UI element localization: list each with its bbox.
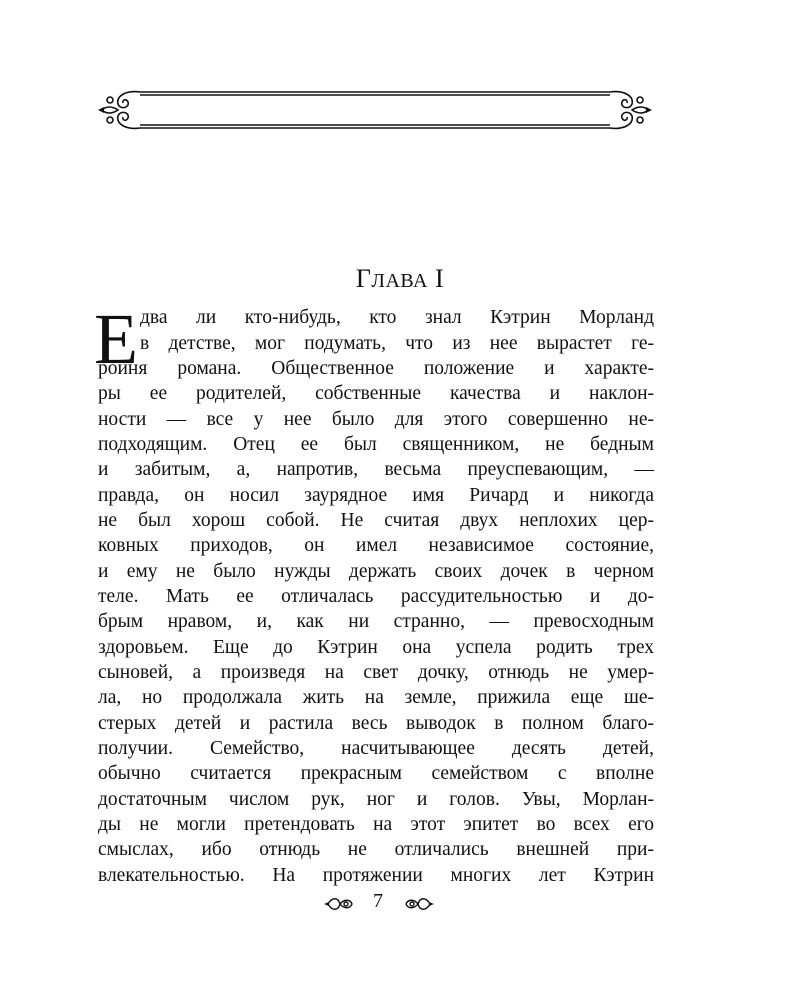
- drop-cap-letter: Е: [94, 299, 138, 379]
- text-line: стерых детей и растила весь выводок в полном благо-: [98, 713, 654, 734]
- text-line: здоровьем. Еще до Кэтрин она успела родить трех: [98, 637, 654, 658]
- text-line: брым нравом, и, как ни странно, — превосходным: [98, 611, 654, 632]
- text-line: в детстве, мог подумать, что из нее вырастет ге-: [140, 333, 654, 354]
- fleuron-right-icon: [402, 893, 434, 915]
- text-line: и забитым, а, напротив, весьма преуспевающим, —: [98, 459, 654, 480]
- text-line: теле. Мать ее отличалась рассудительностью и до-: [98, 586, 654, 607]
- text-line: подходящим. Отец ее был священником, не бедным: [98, 434, 654, 455]
- chapter-title-initial: Г: [355, 264, 372, 293]
- chapter-number: I: [434, 264, 445, 293]
- text-line: влекательностью. На протяжении многих лет Кэтрин: [98, 865, 654, 886]
- chapter-title-word: ЛАВА: [371, 270, 428, 292]
- text-line: получии. Семейство, насчитывающее десять детей,: [98, 738, 654, 759]
- page-number: 7: [373, 890, 383, 912]
- text-line: достаточным числом рук, ног и голов. Увы, Морлан-: [98, 789, 654, 810]
- text-line: ды не могли претендовать на этот эпитет во всех его: [98, 814, 654, 835]
- text-line: смыслах, ибо отнюдь не отличались внешней при-: [98, 839, 654, 860]
- text-line: ности — все у нее было для этого совершенно не-: [98, 409, 654, 430]
- page-footer: [0, 890, 800, 920]
- text-line: роиня романа. Общественное положение и характе-: [98, 358, 654, 379]
- text-line: ковных приходов, он имел независимое состояние,: [98, 535, 654, 556]
- text-line: ры ее родителей, собственные качества и наклон-: [98, 383, 654, 404]
- fleuron-left-icon: [324, 893, 356, 915]
- text-line: не был хорош собой. Не считая двух неплохих цер-: [98, 510, 654, 531]
- text-line: ла, но продолжала жить на земле, прижила еще ше-: [98, 687, 654, 708]
- chapter-title: [0, 264, 800, 294]
- ornamental-header-frame: [96, 86, 654, 134]
- text-line: обычно считается прекрасным семейством с вполне: [98, 763, 654, 784]
- text-line: сыновей, а произведя на свет дочку, отнюдь не умер-: [98, 662, 654, 683]
- text-line: и ему не было нужды держать своих дочек в черном: [98, 561, 654, 582]
- text-line: два ли кто-нибудь, кто знал Кэтрин Морланд: [140, 307, 654, 328]
- text-line: правда, он носил заурядное имя Ричард и никогда: [98, 485, 654, 506]
